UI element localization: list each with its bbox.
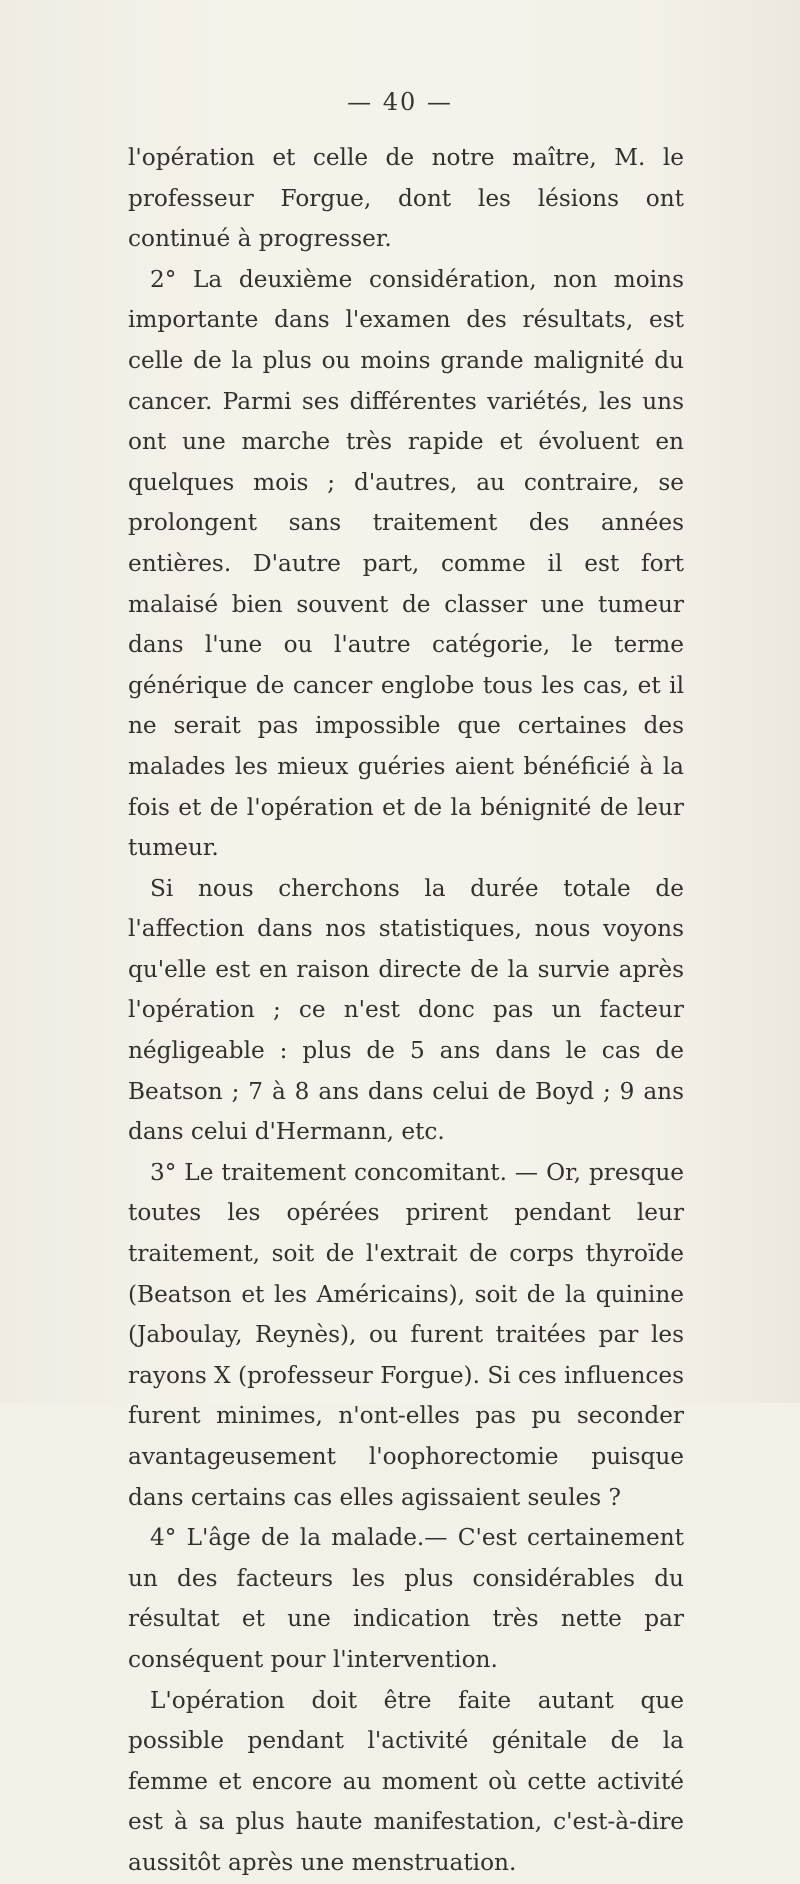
- paragraph-duration: Si nous cherchons la durée totale de l'affection dans nos statistiques, nous voyons qu'elle est en raison directe de la survie après l'opération ; ce n'est donc pas un facteur négligeable : plus de 5 ans dans le cas de Beatson ; 7 à 8 ans dans celui de Boyd ; 9 ans dans celui d'Hermann, etc.: [128, 874, 684, 1146]
- body-text: [128, 138, 684, 1884]
- paragraph-age: 4° L'âge de la malade.— C'est certainement un des facteurs les plus considérables du résultat et une indication très nette par conséquent pour l'intervention.: [128, 1524, 684, 1673]
- page-number: — 40 —: [347, 88, 453, 116]
- paragraph-operation-timing: L'opération doit être faite autant que possible pendant l'activité génitale de la femme et encore au moment où cette activité est à sa plus haute manifestation, c'est-à-dire aussitôt après une menstruation.: [128, 1686, 684, 1876]
- paragraph-treatment: 3° Le traitement concomitant. — Or, presque toutes les opérées prirent pendant leur traitement, soit de l'extrait de corps thyroïde (Beatson et les Américains), soit de la quinine (Jaboulay, Reynès), ou furent traitées par les rayons X (professeur Forgue). Si ces influences furent minimes, n'ont-elles pas pu seconder avantageusement l'oophorectomie puisque dans certains cas elles agissaient seules ?: [128, 1158, 685, 1511]
- paragraph-malignity: 2° La deuxième considération, non moins importante dans l'examen des résultats, est celle de la plus ou moins grande malignité du cancer. Parmi ses différentes variétés, les uns ont une marche très rapide et évoluent en quelques mois ; d'autres, au contraire, se prolongent sans traitement des années entières. D'autre part, comme il est fort malaisé bien souvent de classer une tumeur dans l'une ou l'autre catégorie, le terme générique de cancer englobe tous les cas, et il ne serait pas impossible que certaines des malades les mieux guéries aient bénéficié à la fois et de l'opération et de la bénignité de leur tumeur.: [128, 265, 684, 862]
- paragraph-continuation: l'opération et celle de notre maître, M. le professeur Forgue, dont les lésions ont continué à progresser.: [128, 144, 684, 253]
